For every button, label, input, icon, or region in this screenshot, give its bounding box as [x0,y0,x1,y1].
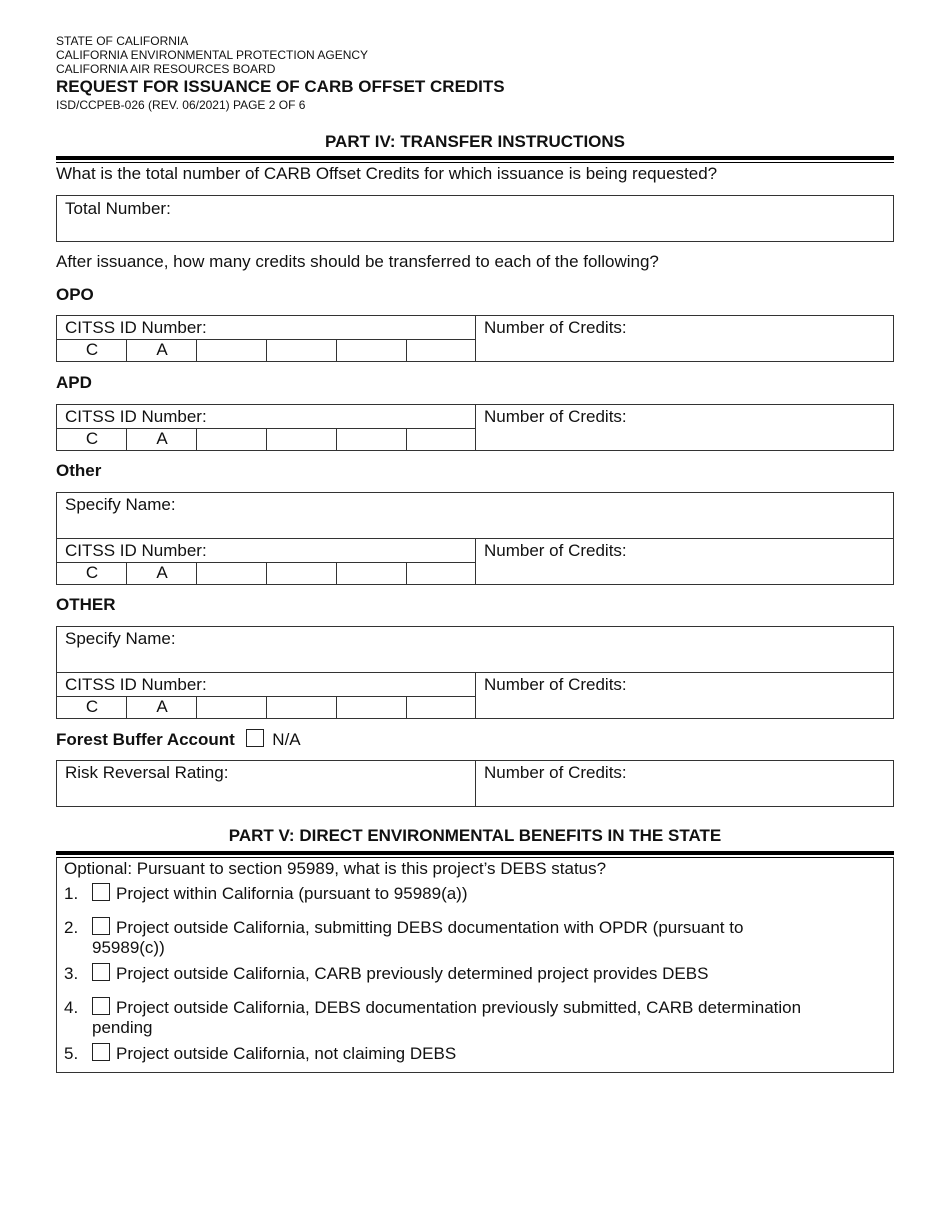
debs-option-2 [64,917,743,938]
divider [406,696,407,718]
na-label: N/A [272,730,301,749]
form-id: ISD/CCPEB-026 (REV. 06/2021) PAGE 2 OF 6 [56,98,306,112]
opo-label: OPO [56,285,94,304]
divider [475,316,476,361]
other-2-citss-cell-c: C [85,697,99,716]
divider [266,339,267,361]
form-title: REQUEST FOR ISSUANCE OF CARB OFFSET CREDITS [56,77,505,96]
option-number: 1. [64,884,79,903]
other-citss-label: CITSS ID Number: [65,541,207,560]
opo-citss-cell-c: C [85,340,99,359]
apd-box [56,404,894,451]
other-2-citss-label: CITSS ID Number: [65,675,207,694]
divider [475,761,476,806]
total-number-field[interactable] [56,195,894,242]
part-4-rule [56,156,894,160]
other-specify-label[interactable]: Specify Name: [65,495,176,514]
apd-citss-cell-a: A [156,429,168,448]
apd-citss-label: CITSS ID Number: [65,407,207,426]
forest-buffer-row [56,729,301,750]
divider [475,538,476,584]
option-number: 3. [64,964,79,983]
divider [406,339,407,361]
transfer-question: After issuance, how many credits should be transferred to each of the following? [56,252,659,271]
part-4-heading: PART IV: TRANSFER INSTRUCTIONS [324,132,626,151]
total-question: What is the total number of CARB Offset Credits for which issuance is being requested? [56,164,718,183]
opo-citss-cell-a: A [156,340,168,359]
divider [336,562,337,584]
other-2-label: OTHER [56,595,116,614]
other-citss-cell-c: C [85,563,99,582]
apd-credits-label[interactable]: Number of Credits: [484,407,627,426]
debs-option-5 [64,1043,456,1064]
divider [336,428,337,450]
opo-credits-label[interactable]: Number of Credits: [484,318,627,337]
divider [406,562,407,584]
other-2-box [56,626,894,719]
part-4-rule-thin [56,162,894,163]
agency-line-2: CALIFORNIA ENVIRONMENTAL PROTECTION AGENCY [56,48,369,62]
option-number: 4. [64,998,79,1017]
divider [406,428,407,450]
opo-box [56,315,894,362]
opo-citss-label: CITSS ID Number: [65,318,207,337]
debs-option-2-checkbox[interactable] [92,917,110,935]
divider [336,696,337,718]
other-credits-label[interactable]: Number of Credits: [484,541,627,560]
forest-buffer-label: Forest Buffer Account [56,730,235,749]
debs-option-2-continuation: 95989(c)) [92,938,165,957]
debs-option-5-checkbox[interactable] [92,1043,110,1061]
debs-option-4-continuation: pending [92,1018,153,1037]
option-number: 5. [64,1044,79,1063]
divider [266,562,267,584]
divider [475,672,476,718]
na-checkbox[interactable] [246,729,264,747]
debs-option-1-checkbox[interactable] [92,883,110,901]
debs-option-2-label: Project outside California, submitting DEBS documentation with OPDR (pursuant to [116,918,744,937]
forest-buffer-box [56,760,894,807]
part-5-heading: PART V: DIRECT ENVIRONMENTAL BENEFITS IN THE STATE [228,826,722,845]
other-2-citss-cell-a: A [156,697,168,716]
forest-credits-label[interactable]: Number of Credits: [484,763,627,782]
risk-reversal-label[interactable]: Risk Reversal Rating: [65,763,229,782]
other-box [56,492,894,585]
total-number-label: Total Number: [65,199,171,218]
debs-option-4-label: Project outside California, DEBS documentation previously submitted, CARB determination [116,998,802,1017]
debs-option-3 [64,963,708,984]
other-citss-cell-a: A [156,563,168,582]
agency-line-1: STATE OF CALIFORNIA [56,34,189,48]
divider [336,339,337,361]
option-number: 2. [64,918,79,937]
apd-citss-cell-c: C [85,429,99,448]
debs-option-5-label: Project outside California, not claiming DEBS [116,1044,457,1063]
agency-line-3: CALIFORNIA AIR RESOURCES BOARD [56,62,276,76]
debs-prompt: Optional: Pursuant to section 95989, what is this project’s DEBS status? [64,859,607,878]
debs-option-4-checkbox[interactable] [92,997,110,1015]
other-2-specify-label[interactable]: Specify Name: [65,629,176,648]
divider [266,696,267,718]
debs-option-4 [64,997,801,1018]
other-label: Other [56,461,102,480]
debs-option-1 [64,883,468,904]
divider [266,428,267,450]
divider [475,405,476,450]
apd-label: APD [56,373,92,392]
debs-option-3-checkbox[interactable] [92,963,110,981]
part-5-rule [56,851,894,855]
debs-option-1-label: Project within California (pursuant to 95989(a)) [116,884,468,903]
debs-option-3-label: Project outside California, CARB previously determined project provides DEBS [116,964,709,983]
other-2-credits-label[interactable]: Number of Credits: [484,675,627,694]
